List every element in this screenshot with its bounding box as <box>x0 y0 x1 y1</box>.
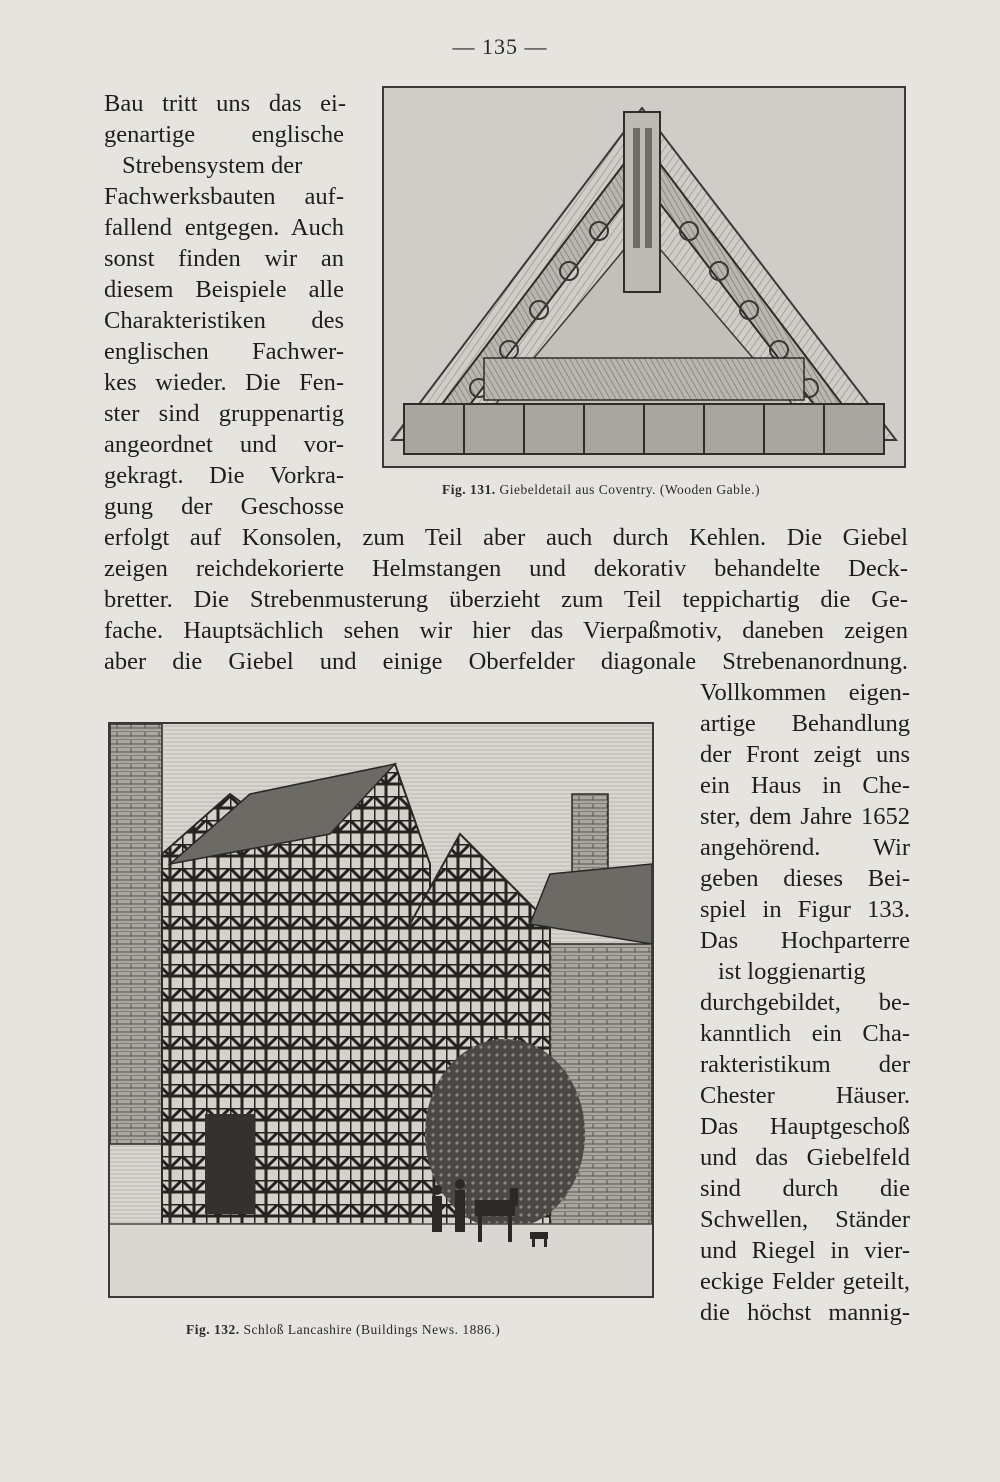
figure-132-image <box>108 722 654 1298</box>
text-line: angehörend. Wir <box>700 834 910 861</box>
text-line: gekragt. Die Vorkra- <box>104 462 344 489</box>
text-line: Fachwerksbauten auf- <box>104 183 344 210</box>
text-line: artige Behandlung <box>700 710 910 737</box>
page-number: — 135 — <box>452 34 548 59</box>
figure-label: Fig. 131. <box>442 482 496 497</box>
text-line: rakteristikum der <box>700 1051 910 1078</box>
text-line: die höchst mannig- <box>700 1299 910 1326</box>
text-line: Vollkommen eigen- <box>700 679 910 706</box>
text-line: Das Hauptgeschoß <box>700 1113 910 1140</box>
text-line: sind durch die <box>700 1175 910 1202</box>
text-line: geben dieses Bei- <box>700 865 910 892</box>
text-line: Chester Häuser. <box>700 1082 910 1109</box>
figure-131-caption <box>442 482 760 498</box>
text-line: Bau tritt uns das ei- <box>104 90 346 117</box>
text-line: durchgebildet, be- <box>700 989 910 1016</box>
text-line: kanntlich ein Cha- <box>700 1020 910 1047</box>
text-line: Schwellen, Ständer <box>700 1206 910 1233</box>
text-line: angeordnet und vor- <box>104 431 344 458</box>
text-line: Charakteristiken des <box>104 307 344 334</box>
text-line: aber die Giebel und einige Oberfelder diagonale Strebenanordnung. <box>104 648 908 675</box>
text-line: der Front zeigt uns <box>700 741 910 768</box>
text-line: fache. Hauptsächlich sehen wir hier das Vierpaßmotiv, daneben zeigen <box>104 617 908 644</box>
text-line: ein Haus in Che- <box>700 772 910 799</box>
text-line: eckige Felder geteilt, <box>700 1268 910 1295</box>
text-line: diesem Beispiele alle <box>104 276 344 303</box>
carved-gable-engraving-icon <box>384 88 904 466</box>
text-line: fallend entgegen. Auch <box>104 214 344 241</box>
figure-131-image <box>382 86 906 468</box>
text-line: bretter. Die Strebenmusterung überzieht zum Teil teppichartig die Ge- <box>104 586 908 613</box>
text-line: ist loggienartig <box>718 958 866 985</box>
text-line: Das Hochparterre <box>700 927 910 954</box>
text-line: sonst finden wir an <box>104 245 344 272</box>
text-line: und das Giebelfeld <box>700 1144 910 1171</box>
caption-text: Schloß Lancashire (Buildings News. 1886.) <box>243 1322 501 1337</box>
figure-132-caption <box>186 1322 500 1338</box>
text-line: genartige englische <box>104 121 344 148</box>
figure-label: Fig. 132. <box>186 1322 240 1337</box>
text-line: erfolgt auf Konsolen, zum Teil aber auch durch Kehlen. Die Giebel <box>104 524 908 551</box>
text-line: spiel in Figur 133. <box>700 896 910 923</box>
half-timbered-manor-engraving-icon <box>110 724 652 1296</box>
text-line: ster sind gruppenartig <box>104 400 344 427</box>
text-line: ster, dem Jahre 1652 <box>700 803 910 830</box>
caption-text: Giebeldetail aus Coventry. (Wooden Gable.) <box>499 482 760 497</box>
text-line: Strebensystem der <box>122 152 303 179</box>
text-line: kes wieder. Die Fen- <box>104 369 344 396</box>
text-line: englischen Fachwer- <box>104 338 344 365</box>
text-line: und Riegel in vier- <box>700 1237 910 1264</box>
text-line: zeigen reichdekorierte Helmstangen und dekorativ behandelte Deck- <box>104 555 908 582</box>
text-line: gung der Geschosse <box>104 493 344 520</box>
